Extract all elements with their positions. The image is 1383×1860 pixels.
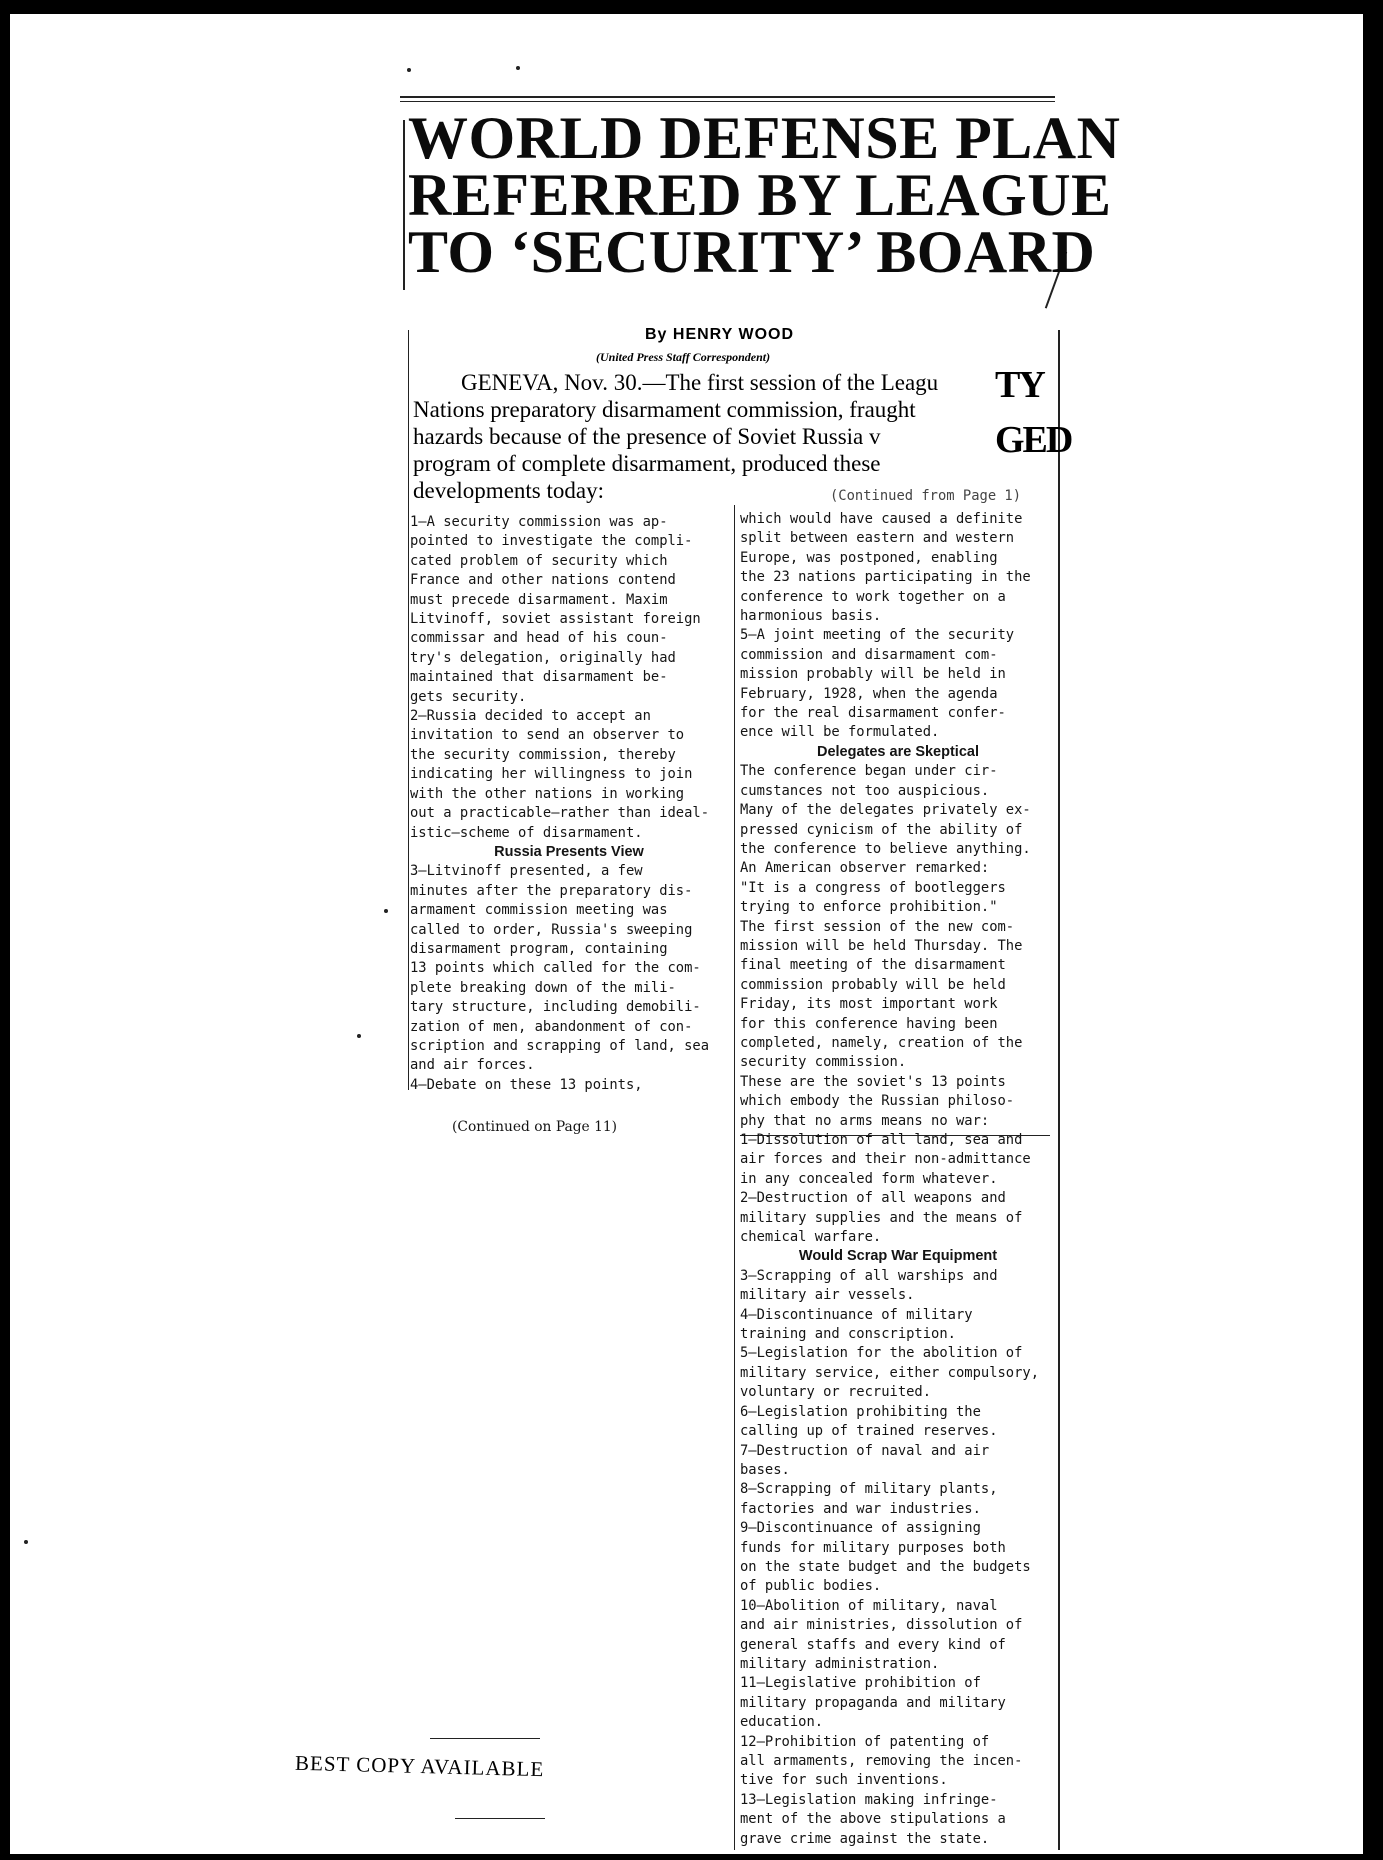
article-line: Friday, its most important work <box>740 996 998 1013</box>
scan-speck <box>516 66 520 70</box>
top-rule <box>400 96 1055 98</box>
column-divider <box>734 505 735 1850</box>
article-line: zation of men, abandonment of con- <box>410 1018 693 1035</box>
article-line: and air forces. <box>410 1057 535 1074</box>
article-line: which embody the Russian philoso- <box>740 1093 1015 1110</box>
left-column-edge <box>408 330 409 1090</box>
article-line: 6—Legislation prohibiting the <box>740 1403 981 1420</box>
article-line: in any concealed form whatever. <box>740 1170 998 1187</box>
article-line: all armaments, removing the incen- <box>740 1753 1023 1769</box>
article-line: tary structure, including demobili- <box>410 999 701 1016</box>
article-line: pointed to investigate the compli- <box>410 533 693 550</box>
article-line: France and other nations contend <box>410 572 676 589</box>
continued-note: (Continued on Page 11) <box>452 1119 618 1135</box>
subheading: Would Scrap War Equipment <box>798 1248 998 1265</box>
article-line: 3—Litvinoff presented, a few <box>410 863 643 880</box>
headline-line: REFERRED BY LEAGUE <box>408 162 1112 228</box>
article-line: military service, either compulsory, <box>740 1364 1040 1381</box>
article-line: completed, namely, creation of the <box>740 1034 1023 1051</box>
article-line: armament commission meeting was <box>410 902 668 919</box>
article-line: 9—Discontinuance of assigning <box>740 1520 981 1537</box>
headline-line: WORLD DEFENSE PLAN <box>408 105 1121 171</box>
article-line: 8—Scrapping of military plants, <box>740 1481 998 1498</box>
article-line: military administration. <box>740 1655 940 1672</box>
article-line: 4—Debate on these 13 points, <box>410 1076 643 1093</box>
article-line: cated problem of security which <box>410 552 668 569</box>
article-line: disarmament program, containing <box>410 940 668 957</box>
lead-paragraph <box>413 369 988 504</box>
article-line: plete breaking down of the mili- <box>410 979 676 996</box>
article-line: on the state budget and the budgets <box>740 1558 1031 1575</box>
article-line: conference to work together on a <box>740 588 1006 605</box>
article-line: 5—A joint meeting of the security <box>740 627 1015 644</box>
article-line: An American observer remarked: <box>740 860 990 877</box>
scan-speck <box>407 68 411 72</box>
article-line: 12—Prohibition of patenting of <box>740 1733 990 1750</box>
article-line: training and conscription. <box>740 1326 956 1343</box>
article-line: air forces and their non-admittance <box>740 1151 1031 1168</box>
article-line: minutes after the preparatory dis- <box>410 882 693 899</box>
article-line: cumstances not too auspicious. <box>740 782 990 799</box>
article-line: tive for such inventions. <box>740 1772 948 1789</box>
scan-speck <box>384 909 388 913</box>
article-line: 3—Scrapping of all warships and <box>740 1267 998 1284</box>
article-line: These are the soviet's 13 points <box>740 1073 1006 1090</box>
scan-speck <box>357 1034 361 1038</box>
byline: By HENRY WOOD <box>645 326 795 343</box>
article-line: mission probably will be held in <box>740 666 1006 683</box>
stamp-line <box>455 1818 545 1819</box>
article-line: ment of the above stipulations a <box>740 1811 1006 1828</box>
article-line: out a practicable—rather than ideal- <box>410 805 710 822</box>
scan-speck <box>24 1540 28 1544</box>
article-line: 13 points which called for the com- <box>410 960 701 977</box>
article-line: military air vessels. <box>740 1287 915 1304</box>
article-line: phy that no arms means no war: <box>740 1112 990 1129</box>
article-line: security commission. <box>740 1054 907 1071</box>
article-line: the security commission, thereby <box>410 746 676 763</box>
overlay-fragment: TY <box>995 364 1044 406</box>
article-line: ence will be formulated. <box>740 724 940 741</box>
article-line: commission and disarmament com- <box>740 646 998 663</box>
headline <box>408 105 1121 285</box>
article-line: the 23 nations participating in the <box>740 569 1031 586</box>
article-line: called to order, Russia's sweeping <box>410 921 693 938</box>
article-line: 7—Destruction of naval and air <box>740 1442 990 1459</box>
lead-line: developments today: <box>413 478 604 503</box>
article-line: gets security. <box>410 688 527 705</box>
article-line: 1—A security commission was ap- <box>410 514 668 530</box>
article-line: pressed cynicism of the ability of <box>740 821 1023 838</box>
article-line: "It is a congress of bootleggers <box>740 879 1006 896</box>
article-line: Many of the delegates privately ex- <box>740 802 1031 819</box>
article-line: The conference began under cir- <box>740 763 998 780</box>
article-line: military propaganda and military <box>740 1694 1006 1711</box>
article-line: final meeting of the disarmament <box>740 957 1006 974</box>
article-line: 4—Discontinuance of military <box>740 1306 973 1323</box>
left-edge <box>403 120 405 290</box>
article-line: of public bodies. <box>740 1578 882 1595</box>
article-line: must precede disarmament. Maxim <box>410 591 668 608</box>
article-line: split between eastern and western <box>740 530 1015 547</box>
article-line: 1—Dissolution of all land, sea and <box>740 1132 1023 1148</box>
article-line: invitation to send an observer to <box>410 727 685 744</box>
article-line: voluntary or recruited. <box>740 1384 932 1401</box>
lead-line: program of complete disarmament, produced these <box>413 451 881 476</box>
article-line: scription and scrapping of land, sea <box>410 1037 710 1054</box>
article-line: istic—scheme of disarmament. <box>410 824 643 841</box>
article-line: 5—Legislation for the abolition of <box>740 1345 1023 1362</box>
stamp-line <box>430 1738 540 1739</box>
article-line: indicating her willingness to join <box>410 766 693 783</box>
article-line: try's delegation, originally had <box>410 649 676 666</box>
overlay-fragment: GED <box>995 419 1072 461</box>
right-edge-2 <box>1058 330 1060 1850</box>
byline-credit: (United Press Staff Correspondent) <box>596 350 771 364</box>
article-line: and air ministries, dissolution of <box>740 1617 1023 1634</box>
article-line: 13—Legislation making infringe- <box>740 1791 998 1808</box>
article-line: grave crime against the state. <box>740 1830 990 1847</box>
article-line: education. <box>740 1714 824 1731</box>
article-line: The first session of the new com- <box>740 918 1015 935</box>
continued-from: (Continued from Page 1) <box>830 488 1022 504</box>
article-column-left <box>410 513 728 1095</box>
article-line: the conference to believe anything. <box>740 840 1031 857</box>
lead-line: hazards because of the presence of Soviet Russia v <box>413 424 881 449</box>
article-line: for the real disarmament confer- <box>740 705 1006 722</box>
subheading: Russia Presents View <box>494 843 644 860</box>
article-line: trying to enforce prohibition." <box>740 899 998 916</box>
lead-line: GENEVA, Nov. 30.—The first session of the Leagu <box>461 370 939 395</box>
lead-line: Nations preparatory disarmament commission, fraught <box>413 397 916 422</box>
article-line: 11—Legislative prohibition of <box>740 1675 981 1692</box>
article-line: 2—Destruction of all weapons and <box>740 1190 1006 1207</box>
article-line: 10—Abolition of military, naval <box>740 1597 998 1614</box>
article-line: mission will be held Thursday. The <box>740 937 1023 954</box>
article-column-right <box>740 510 1056 1849</box>
article-line: Litvinoff, soviet assistant foreign <box>410 611 701 628</box>
article-line: general staffs and every kind of <box>740 1636 1006 1653</box>
article-line: military supplies and the means of <box>740 1209 1023 1226</box>
article-line: calling up of trained reserves. <box>740 1423 998 1440</box>
best-copy-stamp: BEST COPY AVAILABLE <box>294 1750 545 1782</box>
article-line: February, 1928, when the agenda <box>740 685 998 702</box>
article-line: commissar and head of his coun- <box>410 630 668 647</box>
article-line: which would have caused a definite <box>740 511 1023 527</box>
article-line: chemical warfare. <box>740 1229 882 1246</box>
article-line: bases. <box>740 1461 790 1478</box>
subheading: Delegates are Skeptical <box>816 743 979 760</box>
article-line: factories and war industries. <box>740 1500 981 1517</box>
top-rule-2 <box>400 101 1055 102</box>
article-line: commission probably will be held <box>740 976 1006 993</box>
article-line: 2—Russia decided to accept an <box>410 708 651 725</box>
article-line: Europe, was postponed, enabling <box>740 549 998 566</box>
article-line: with the other nations in working <box>410 785 685 802</box>
headline-line: TO ‘SECURITY’ BOARD <box>408 219 1096 285</box>
article-line: funds for military purposes both <box>740 1539 1006 1556</box>
article-line: maintained that disarmament be- <box>410 669 668 686</box>
article-line: harmonious basis. <box>740 608 882 625</box>
article-line: for this conference having been <box>740 1015 998 1032</box>
